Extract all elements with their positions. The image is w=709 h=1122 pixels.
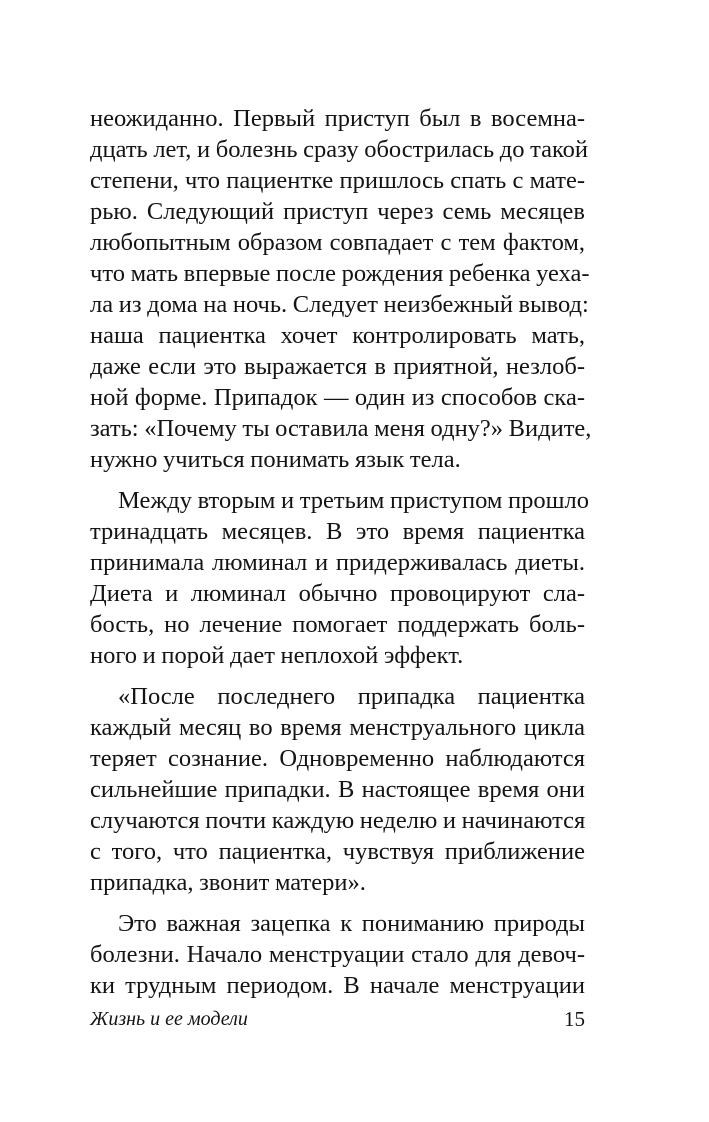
paragraph-2 [90,485,589,671]
text-line: Это важная зацепка к пониманию природы [118,910,585,937]
text-line: Между вторым и третьим приступом прошло [118,487,589,514]
text-line: что мать впервые после рождения ребенка уеха- [90,260,590,287]
body-text [90,103,592,1001]
text-line: ки трудным периодом. В начале менструации [90,972,585,999]
text-line: Диета и люминал обычно провоцируют сла- [90,580,585,607]
text-line: ной форме. Припадок — один из способов ска- [90,384,585,411]
text-line: рью. Следующий приступ через семь месяцев [90,198,585,225]
text-line: принимала люминал и придерживалась диеты. [90,549,585,576]
text-line: теряет сознание. Одновременно наблюдаются [90,745,585,772]
text-line: ла из дома на ночь. Следует неизбежный вывод: [90,291,589,318]
paragraph-4 [90,908,585,1001]
text-line: болезни. Начало менструации стало для девоч- [90,941,585,968]
text-line: наша пациентка хочет контролировать мать, [90,322,585,349]
page-number: 15 [564,1007,585,1031]
paragraph-3 [90,681,585,898]
text-line: любопытным образом совпадает с тем фактом, [90,229,585,256]
text-line: с того, что пациентка, чувствуя приближение [90,838,585,865]
text-line: дцать лет, и болезнь сразу обострилась до такой [90,136,589,163]
text-line: зать: «Почему ты оставила меня одну?» Видите, [90,415,592,442]
text-line: сильнейшие припадки. В настоящее время они [90,776,585,803]
text-line: «После последнего припадка пациентка [118,683,585,710]
text-line: даже если это выражается в приятной, незлоб- [90,353,585,380]
text-line: нужно учиться понимать язык тела. [90,446,461,473]
text-line: случаются почти каждую неделю и начинаются [90,807,586,834]
text-line: тринадцать месяцев. В это время пациентка [90,518,585,545]
text-line: степени, что пациентке пришлось спать с мате- [90,167,585,194]
text-line: бость, но лечение помогает поддержать боль- [90,611,585,638]
text-line: ного и порой дает неплохой эффект. [90,642,464,669]
paragraph-1 [90,103,592,475]
text-line: каждый месяц во время менструального цикла [90,714,585,741]
text-line: припадка, звонит матери». [90,869,366,896]
text-line: неожиданно. Первый приступ был в восемна- [90,105,585,132]
running-title: Жизнь и ее модели [90,1008,248,1030]
page-footer [90,1005,585,1033]
